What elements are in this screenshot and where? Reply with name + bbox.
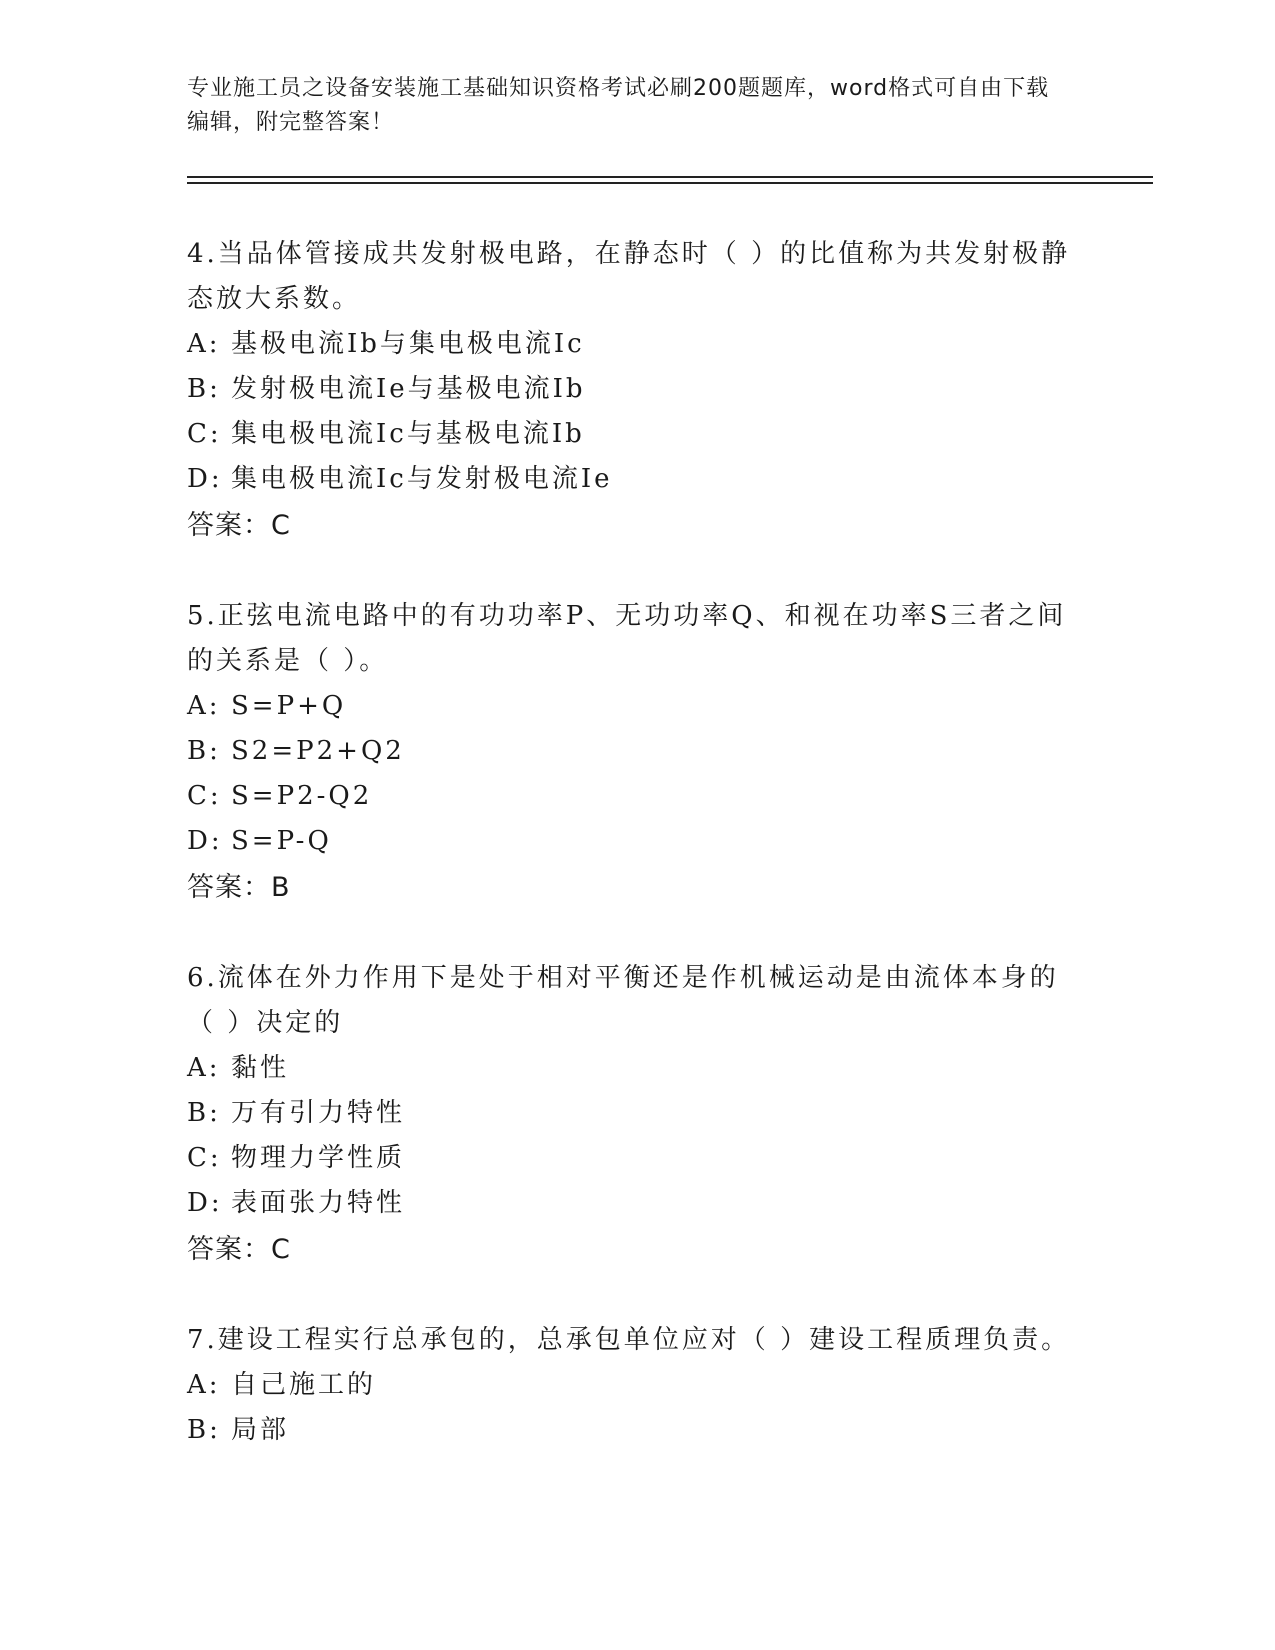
option-text: 自己施工的 xyxy=(231,1370,377,1400)
question-4 xyxy=(187,232,1087,550)
question-text: 7.建设工程实行总承包的，总承包单位应对（ ）建设工程质理负责。 xyxy=(187,1325,1071,1355)
option-d xyxy=(187,819,1087,864)
option-text: S=P-Q xyxy=(231,826,332,856)
option-text: 局部 xyxy=(231,1415,290,1445)
option-letter: A: xyxy=(187,329,221,359)
option-text: 黏性 xyxy=(231,1053,290,1083)
option-text: S=P+Q xyxy=(231,691,347,721)
header-divider-bottom xyxy=(187,182,1153,184)
option-text: 物理力学性质 xyxy=(231,1143,406,1173)
option-d xyxy=(187,457,1087,502)
option-letter: A: xyxy=(187,1053,221,1083)
option-b xyxy=(187,729,1087,774)
option-letter: D: xyxy=(187,826,223,856)
option-text: S2=P2+Q2 xyxy=(231,736,405,766)
question-text: 5.正弦电流电路中的有功功率P、无功功率Q、和视在功率S三者之间的关系是（ ）。 xyxy=(187,601,1067,676)
option-text: S=P2-Q2 xyxy=(231,781,373,811)
option-letter: A: xyxy=(187,691,221,721)
answer-text: 答案：C xyxy=(187,510,291,541)
option-b xyxy=(187,1091,1087,1136)
question-6 xyxy=(187,956,1087,1274)
header-divider-top xyxy=(187,176,1153,178)
option-letter: A: xyxy=(187,1370,221,1400)
question-7 xyxy=(187,1318,1087,1453)
option-letter: C: xyxy=(187,1143,222,1173)
option-letter: B: xyxy=(187,736,221,766)
option-text: 集电极电流Ic与基极电流Ib xyxy=(231,419,585,449)
option-c xyxy=(187,1136,1087,1181)
option-text: 基极电流Ib与集电极电流Ic xyxy=(231,329,585,359)
option-a xyxy=(187,322,1087,367)
option-a xyxy=(187,1363,1087,1408)
option-letter: B: xyxy=(187,1415,221,1445)
option-letter: D: xyxy=(187,464,223,494)
option-text: 表面张力特性 xyxy=(231,1188,406,1218)
option-letter: C: xyxy=(187,419,222,449)
option-b xyxy=(187,367,1087,412)
document-header: 专业施工员之设备安装施工基础知识资格考试必刷200题题库，word格式可自由下载编辑，附完整答案！ xyxy=(187,76,1050,135)
option-c xyxy=(187,412,1087,457)
question-text: 6.流体在外力作用下是处于相对平衡还是作机械运动是由流体本身的（ ）决定的 xyxy=(187,963,1059,1038)
option-c xyxy=(187,774,1087,819)
option-text: 集电极电流Ic与发射极电流Ie xyxy=(231,464,613,494)
answer-text: 答案：C xyxy=(187,1234,291,1265)
option-a xyxy=(187,684,1087,729)
option-a xyxy=(187,1046,1087,1091)
option-letter: B: xyxy=(187,1098,221,1128)
option-b xyxy=(187,1408,1087,1453)
option-text: 万有引力特性 xyxy=(231,1098,406,1128)
option-letter: C: xyxy=(187,781,222,811)
option-text: 发射极电流Ie与基极电流Ib xyxy=(231,374,586,404)
question-5 xyxy=(187,594,1087,912)
option-letter: B: xyxy=(187,374,221,404)
question-list xyxy=(187,232,1087,1497)
option-letter: D: xyxy=(187,1188,223,1218)
option-d xyxy=(187,1181,1087,1226)
question-text: 4.当品体管接成共发射极电路，在静态时（ ）的比值称为共发射极静态放大系数。 xyxy=(187,239,1071,314)
answer-text: 答案：B xyxy=(187,872,291,903)
